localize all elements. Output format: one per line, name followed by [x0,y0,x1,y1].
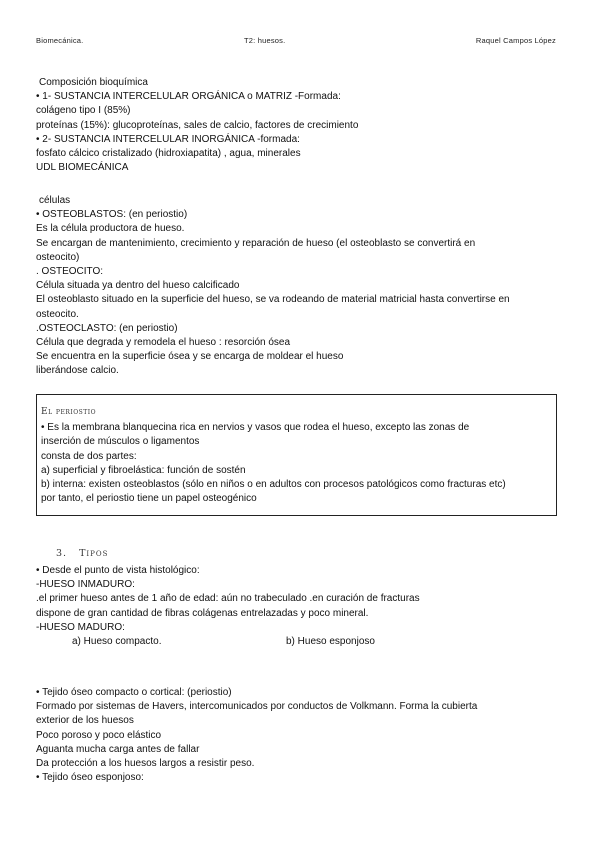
periostio-line: inserción de músculos o ligamentos [41,436,200,448]
tipos-number: 3. [56,548,68,559]
tejido-line: • Tejido óseo esponjoso: [36,772,144,784]
hueso-compacto-item: a) Hueso compacto. [72,636,162,648]
tipos-heading [56,548,108,559]
tipos-line: dispone de gran cantidad de fibras colágenas entrelazadas y poco mineral. [36,607,369,619]
header-author: Raquel Campos López [475,36,556,45]
cells-line: Célula que degrada y remodela el hueso : resorción ósea [36,337,291,349]
tipos-line: -HUESO INMADURO: [36,579,135,591]
periostio-line: • Es la membrana blanquecina rica en nervios y vasos que rodea el hueso, excepto las zonas de [41,422,470,434]
tejido-section [36,686,564,785]
header-subject: Biomecánica. [36,36,84,45]
composition-line: colágeno tipo I (85%) [36,105,131,117]
composition-line: fosfato cálcico cristalizado (hidroxiapatita) , agua, minerales [36,148,301,160]
tipos-line: -HUESO MADURO: [36,621,125,633]
tejido-line: Aguanta mucha carga antes de fallar [36,743,200,755]
periostio-line: consta de dos partes: [41,450,137,462]
cells-line: osteocito) [36,251,80,263]
tejido-line: Poco poroso y poco elástico [36,729,162,741]
periostio-line: b) interna: existen osteoblastos (sólo en niños o en adultos con procesos patológicos como fracturas etc) [41,479,506,491]
hueso-maduro-types [36,635,564,649]
cells-title: células [39,195,71,206]
cells-line: osteocito. [36,308,79,320]
composition-section [36,76,564,175]
composition-line: • 2- SUSTANCIA INTERCELULAR INORGÁNICA -formada: [36,133,300,145]
periostio-line: por tanto, el periostio tiene un papel osteogénico [41,493,257,505]
tejido-line: Da protección a los huesos largos a resistir peso. [36,758,255,770]
composition-line: proteínas (15%): glucoproteínas, sales de calcio, factores de crecimiento [36,119,359,131]
composition-title: Composición bioquímica [39,77,148,88]
cells-line: Es la célula productora de hueso. [36,223,185,235]
periostio-line: a) superficial y fibroelástica: función de sostén [41,464,246,476]
tejido-line: Formado por sistemas de Havers, intercomunicados por conductos de Volkmann. Forma la cubierta [36,701,478,713]
tipos-line: .el primer hueso antes de 1 año de edad: aún no trabeculado .en curación de fracturas [36,593,420,605]
periostio-title: El periostio [41,407,97,417]
header-topic: T2: huesos. [244,36,286,45]
cells-line: Se encargan de mantenimiento, crecimiento y reparación de hueso (el osteoblasto se convertirá en [36,237,476,249]
composition-line: • 1- SUSTANCIA INTERCELULAR ORGÁNICA o MATRIZ -Formada: [36,91,341,103]
cells-line: Se encuentra en la superficie ósea y se encarga de moldear el hueso [36,351,344,363]
cells-line: • OSTEOBLASTOS: (en periostio) [36,209,188,221]
composition-line: UDL BIOMECÁNICA [36,162,129,174]
cells-line: Célula situada ya dentro del hueso calcificado [36,280,240,292]
cells-line: . OSTEOCITO: [36,266,104,278]
cells-section [36,194,564,379]
periostio-box [36,394,557,516]
cells-line: .OSTEOCLASTO: (en periostio) [36,322,178,334]
tejido-line: exterior de los huesos [36,715,134,727]
tipos-title: Tipos [79,548,109,559]
cells-line: El osteoblasto situado en la superficie del hueso, se va rodeando de material matricial hasta convertirse en [36,294,510,306]
tejido-line: • Tejido óseo compacto o cortical: (periostio) [36,687,232,698]
hueso-esponjoso-item: b) Hueso esponjoso [286,636,375,648]
tipos-line: • Desde el punto de vista histológico: [36,565,200,576]
tipos-section [36,564,564,649]
cells-line: liberándose calcio. [36,365,119,377]
